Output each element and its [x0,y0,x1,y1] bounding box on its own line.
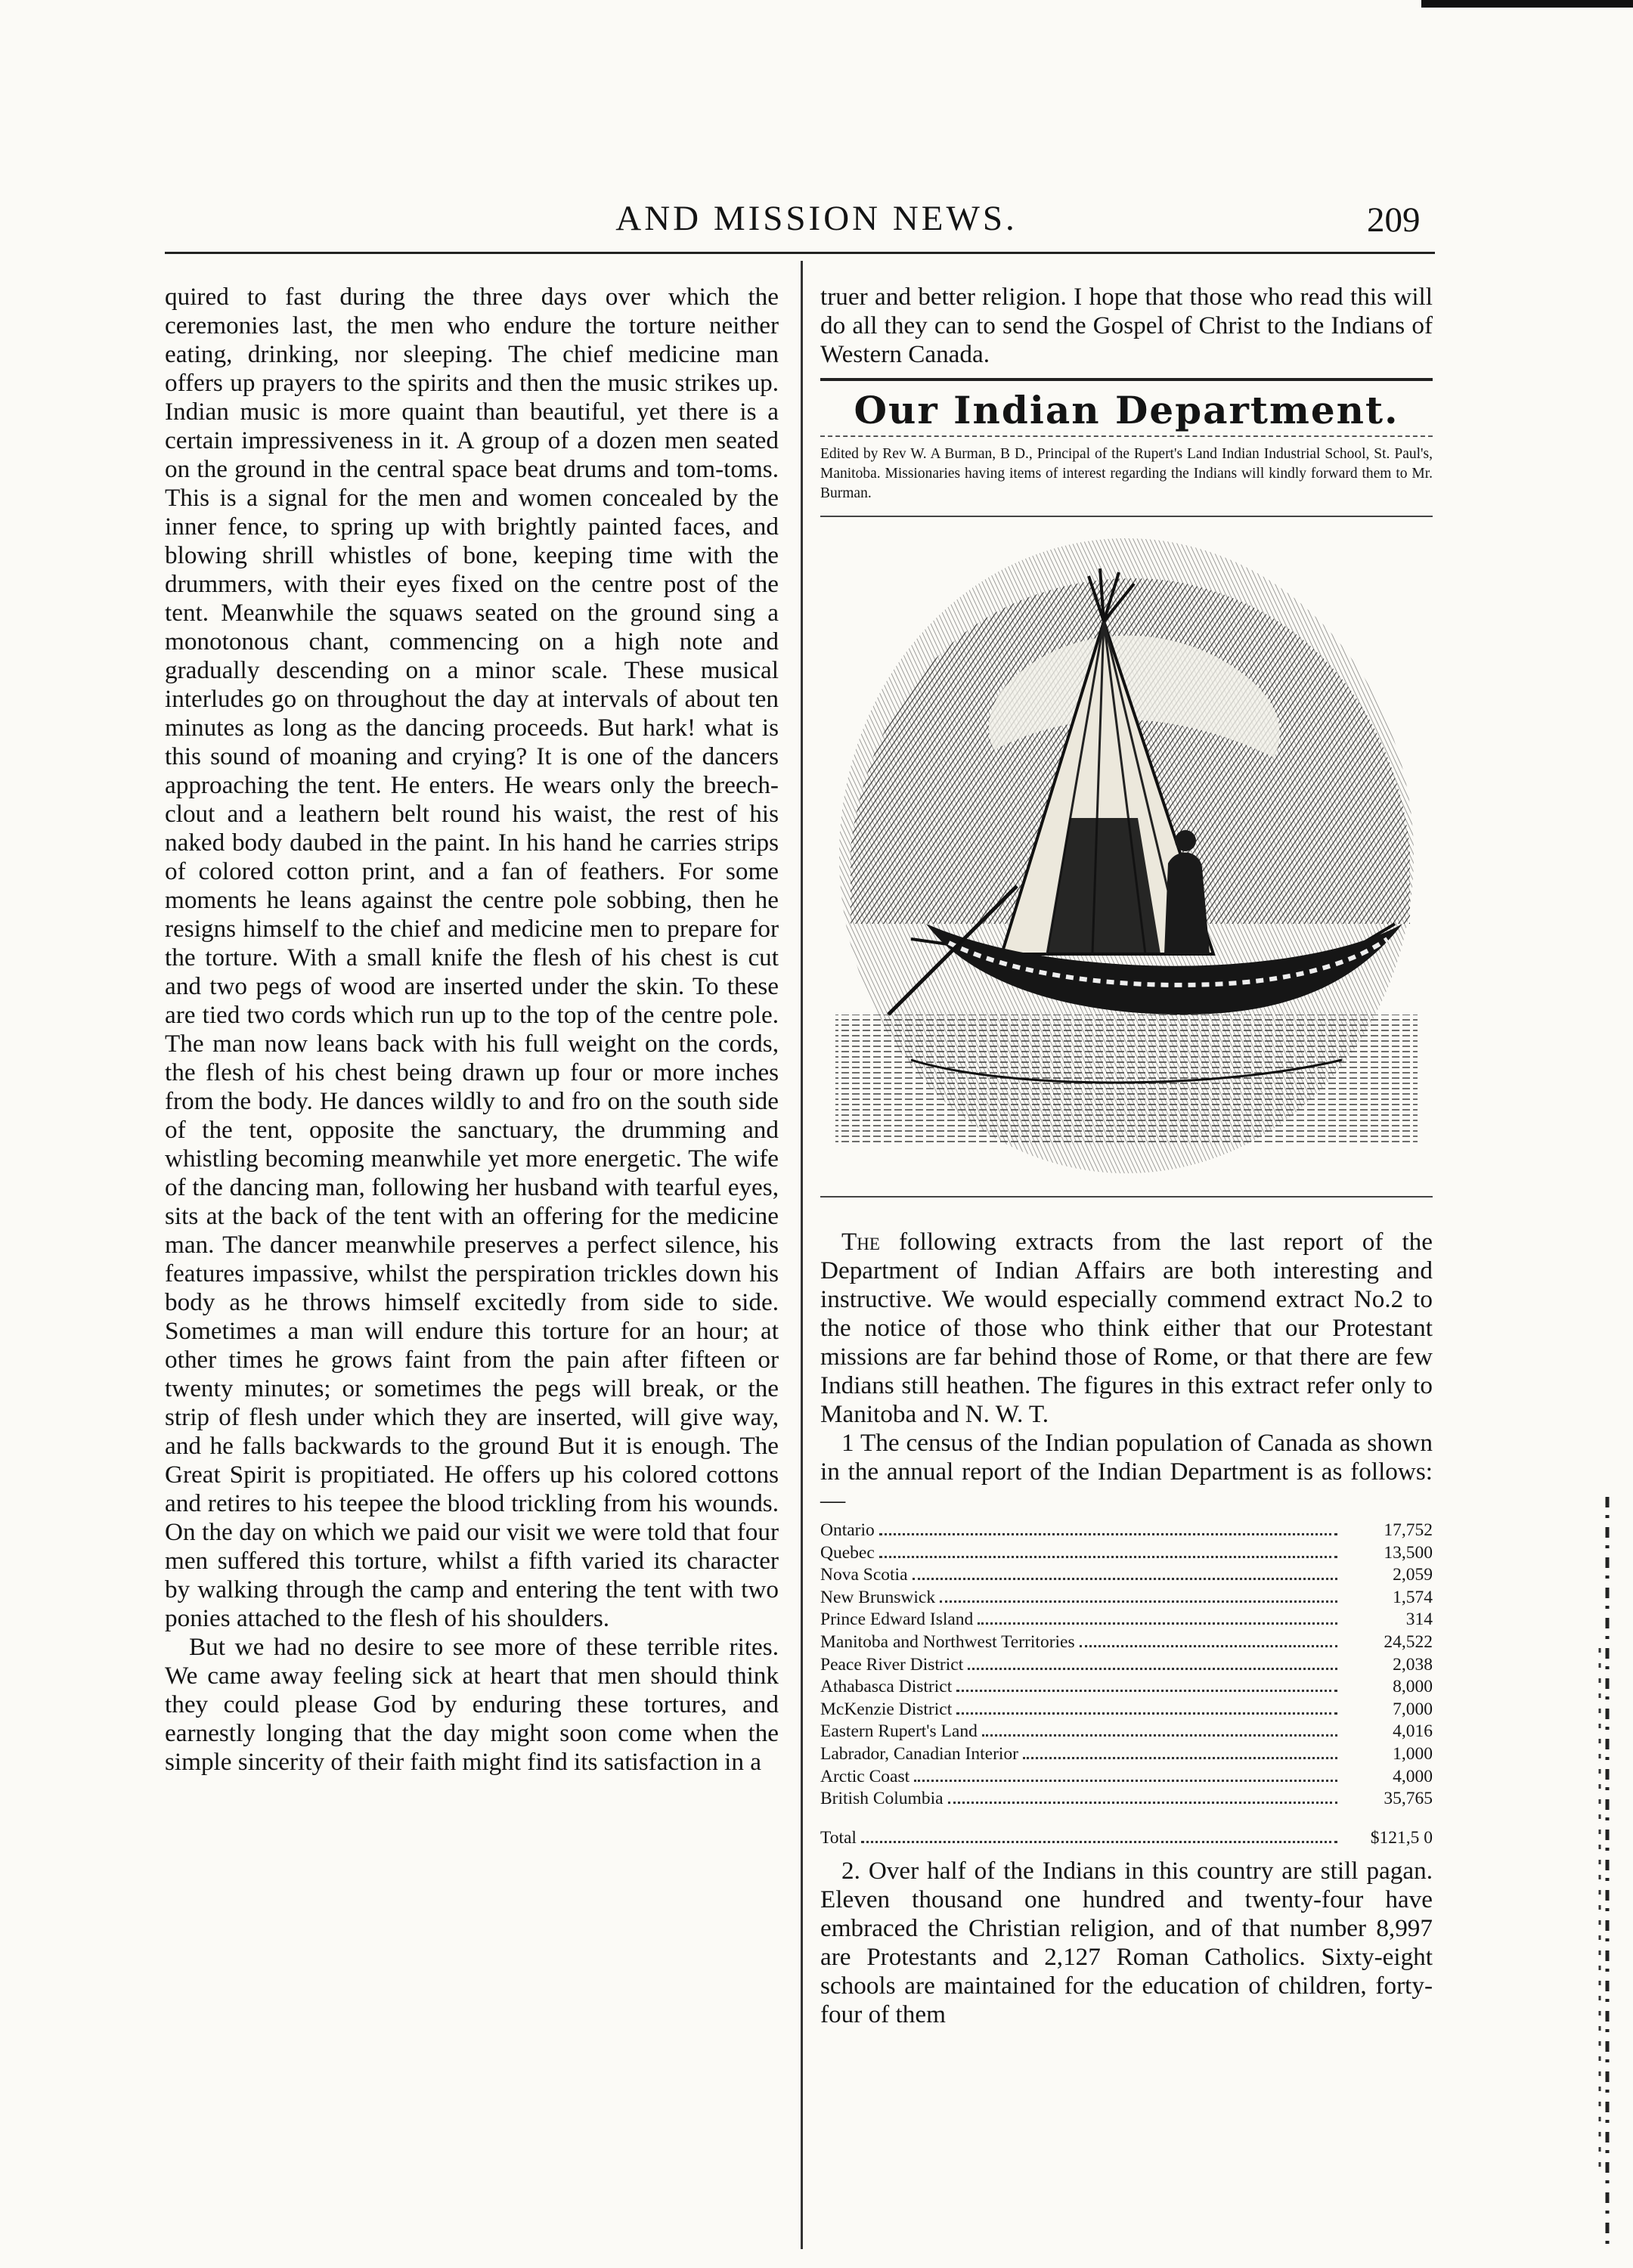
province-name: McKenzie District [820,1699,953,1719]
census-row [820,1609,1433,1631]
province-name: Peace River District [820,1654,964,1675]
census-row [820,1542,1433,1565]
dot-leader [956,1712,1337,1715]
teepee-canoe-engraving [820,531,1433,1188]
census-row [820,1743,1433,1766]
population-value: 1,000 [1393,1743,1433,1764]
population-value: 8,000 [1393,1677,1433,1697]
population-value: 7,000 [1393,1699,1433,1719]
illustration-rule [820,1196,1433,1198]
dot-leader [879,1556,1337,1558]
dot-leader [956,1690,1337,1692]
province-name: Labrador, Canadian Interior [820,1743,1019,1764]
census-row [820,1520,1433,1542]
census-row [820,1676,1433,1699]
dot-leader [940,1600,1337,1603]
heading-rule [820,435,1433,438]
census-row [820,1699,1433,1721]
header-rule [165,252,1435,254]
province-name: Athabasca District [820,1677,953,1697]
census-row [820,1788,1433,1811]
dot-leader [879,1533,1337,1535]
population-value: 314 [1405,1610,1433,1630]
province-name: Ontario [820,1520,875,1540]
census-row [820,1721,1433,1743]
scan-margin-marks [1594,1497,1621,2245]
left-column [165,283,779,1777]
intro-lead-word: The [841,1228,880,1256]
population-value: 17,752 [1384,1520,1433,1540]
census-row [820,1564,1433,1587]
census-row [820,1631,1433,1654]
section-rule [820,378,1433,381]
dot-leader [913,1578,1337,1580]
province-name: Manitoba and Northwest Territories [820,1631,1075,1652]
province-name: Nova Scotia [820,1565,908,1585]
province-name: Prince Edward Island [820,1610,974,1630]
population-value: 2,038 [1393,1654,1433,1675]
right-column [820,283,1433,2029]
dot-leader [982,1734,1337,1737]
province-name: Eastern Rupert's Land [820,1721,978,1742]
population-value: 4,000 [1393,1766,1433,1786]
population-value: 4,016 [1393,1721,1433,1742]
column-divider [801,261,803,2249]
dot-leader [948,1802,1337,1804]
census-row [820,1766,1433,1789]
dot-leader [1023,1757,1337,1759]
intro-text: following extracts from the last report of the Department of Indian Affairs are both interesting and instructive. We would especially commend extract No.2 to the notice of those who think either that our Protestant missions are far behind those of Rome, or that there are few Indians still heathen. The figures in this extract refer only to Manitoba and N. W. T. [820,1228,1433,1428]
dot-leader [861,1841,1337,1843]
census-total-row [820,1827,1433,1850]
population-value: 13,500 [1384,1542,1433,1563]
editor-note-rule [820,516,1433,517]
province-name: British Columbia [820,1789,944,1809]
total-label: Total [820,1827,857,1848]
dot-leader [914,1780,1337,1782]
population-value: 2,059 [1393,1565,1433,1585]
census-intro: 1 The census of the Indian population of Canada as shown in the annual report of the Indian Department is as follows:— [820,1429,1433,1514]
point-2-paragraph: 2. Over half of the Indians in this country are still pagan. Eleven thousand one hundred and twenty-four have embraced the Christian religion, and of that number 8,997 are Protestants and 2,127 Roman Catholics. Sixty-eight schools are maintained for the education of children, forty-four of them [820,1857,1433,2029]
total-value: $121,5 0 [1370,1827,1433,1848]
dot-leader [968,1668,1337,1670]
department-heading: Our Indian Department. [854,388,1399,432]
population-value: 35,765 [1384,1789,1433,1809]
population-value: 24,522 [1384,1631,1433,1652]
population-value: 1,574 [1393,1587,1433,1607]
left-paragraph-1: quired to fast during the three days over which the ceremonies last, the men who endure the torture neither eating, drinking, nor sleeping. The chief medicine man offers up prayers to the spirits and then the music strikes up. Indian music is more quaint than beautiful, yet there is a certain impressiveness in it. A group of a dozen men seated on the ground in the central space beat drums and tom-toms. This is a signal for the men and women concealed by the inner fence, to spring up with brightly painted faces, and blowing shrill whistles of bone, keeping time with the drummers, with their eyes fixed on the centre post of the tent. Meanwhile the squaws seated on the ground sing a monotonous chant, commencing on a high note and gradually descending on a minor scale. These musical interludes go on throughout the day at intervals of about ten minutes as long as the dancing proceeds. But hark! what is this sound of moaning and crying? It is one of the dancers approaching the tent. He enters. He wears only the breech-clout and a leathern belt round his waist, the rest of his naked body daubed in the paint. In his hand he carries strips of colored cotton print, and a fan of feathers. For some moments he leans against the centre pole sobbing, then he resigns himself to the chief and medicine men to prepare for the torture. With a small knife the flesh of his chest is cut and two pegs of wood are inserted under the skin. To these are tied two cords which run up to the top of the centre pole. The man now leans back with his full weight on the cords, the flesh of his chest being drawn up four or more inches from the body. He dances wildly to and fro on the south side of the tent, opposite the sanctuary, the drumming and whistling becoming meanwhile yet more energetic. The wife of the dancing man, following her husband with tearful eyes, sits at the back of the tent with an offering for the medicine man. The dancer meanwhile preserves a perfect silence, his features impassive, whilst the perspiration trickles down his body as he throws himself excitedly from side to side. Sometimes a man will endure this torture for an hour; at other times he grows faint from the pain after fifteen or twenty minutes; or sometimes the pegs will break, or the strip of flesh under which they are inserted, will give way, and he falls backwards to the ground But it is enough. The Great Spirit is propitiated. He offers up his colored cottons and retires to his teepee the blood trickling from his wounds. On the day on which we paid our visit we were told that four men suffered this torture, whilst a fifth varied its character by walking through the camp and entering the tent with two ponies attached to the flesh of his shoulders. [165,283,779,1632]
continuation-paragraph: truer and better religion. I hope that those who read this will do all they can to send the Gospel of Christ to the Indians of Western Canada. [820,283,1433,368]
top-edge-bar [1421,0,1633,8]
page-header [0,198,1633,243]
province-name: New Brunswick [820,1587,936,1607]
dot-leader [1080,1645,1337,1647]
province-name: Quebec [820,1542,875,1563]
left-paragraph-2: But we had no desire to see more of these terrible rites. We came away feeling sick at heart that men should think they could please God by enduring these tortures, and earnestly longing that the day might soon come when the simple sincerity of their faith might find its satisfaction in a [165,1633,779,1776]
page-number: 209 [1367,200,1421,240]
province-name: Arctic Coast [820,1766,910,1786]
census-row [820,1587,1433,1610]
dot-leader [978,1622,1337,1625]
running-title: AND MISSION NEWS. [615,199,1018,238]
intro-paragraph [820,1228,1433,1429]
editor-note: Edited by Rev W. A Burman, B D., Principal of the Rupert's Land Indian Industrial School, St. Paul's, Manitoba. Missionaries having items of interest regarding the Indians will kindly forward them to Mr. Burman. [820,446,1433,501]
census-table [820,1520,1433,1849]
census-row [820,1654,1433,1677]
